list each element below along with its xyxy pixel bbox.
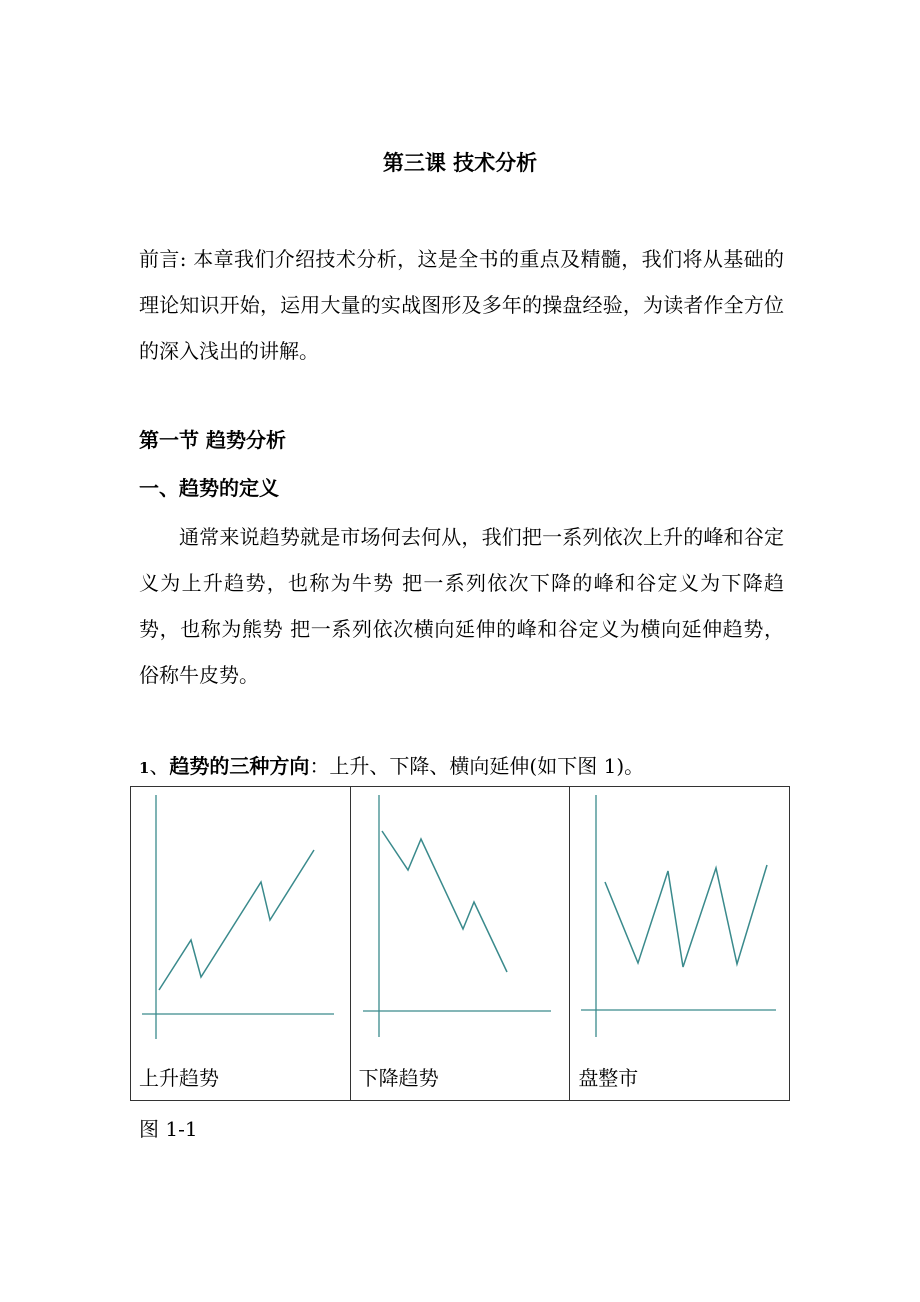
item-number: 1: [139, 759, 150, 777]
downtrend-chart: [351, 787, 570, 1100]
sub-heading: 一、趋势的定义: [139, 476, 279, 500]
definition-paragraph: 通常来说趋势就是市场何去何从，我们把一系列依次上升的峰和谷定义为上升趋势，也称为牛势 把一系列依次下降的峰和谷定义为下降趋势，也称为熊势 把一系列依次横向延伸的峰和谷定义为横向延伸趋势，俗称牛皮势。: [139, 525, 784, 687]
uptrend-label: 上升趋势: [139, 1066, 219, 1090]
consolidation-panel: [570, 787, 790, 1101]
downtrend-line: [382, 831, 507, 972]
item-bold-text: 趋势的三种方向: [169, 754, 310, 778]
page-title: 第三课 技术分析: [382, 150, 538, 175]
consolidation-chart: [570, 787, 789, 1100]
consolidation-label: 盘整市: [578, 1066, 639, 1090]
downtrend-panel: [350, 787, 570, 1101]
figure-caption: 图 1-1: [139, 1117, 198, 1141]
section-heading: 第一节 趋势分析: [139, 428, 286, 452]
item-separator: 、: [149, 754, 170, 778]
uptrend-line: [159, 850, 314, 990]
consolidation-line: [605, 865, 767, 967]
trend-directions-line: [139, 751, 644, 783]
preface-paragraph: 前言: 本章我们介绍技术分析，这是全书的重点及精髓，我们将从基础的理论知识开始，运用大量的实战图形及多年的操盘经验，为读者作全方位的深入浅出的讲解。: [139, 247, 784, 363]
downtrend-label: 下降趋势: [358, 1066, 439, 1090]
trend-figure-table: [130, 786, 790, 1101]
item-rest-text: ：上升、下降、横向延伸(如下图 1)。: [309, 754, 645, 778]
uptrend-chart: [131, 787, 350, 1100]
uptrend-panel: [131, 787, 351, 1101]
